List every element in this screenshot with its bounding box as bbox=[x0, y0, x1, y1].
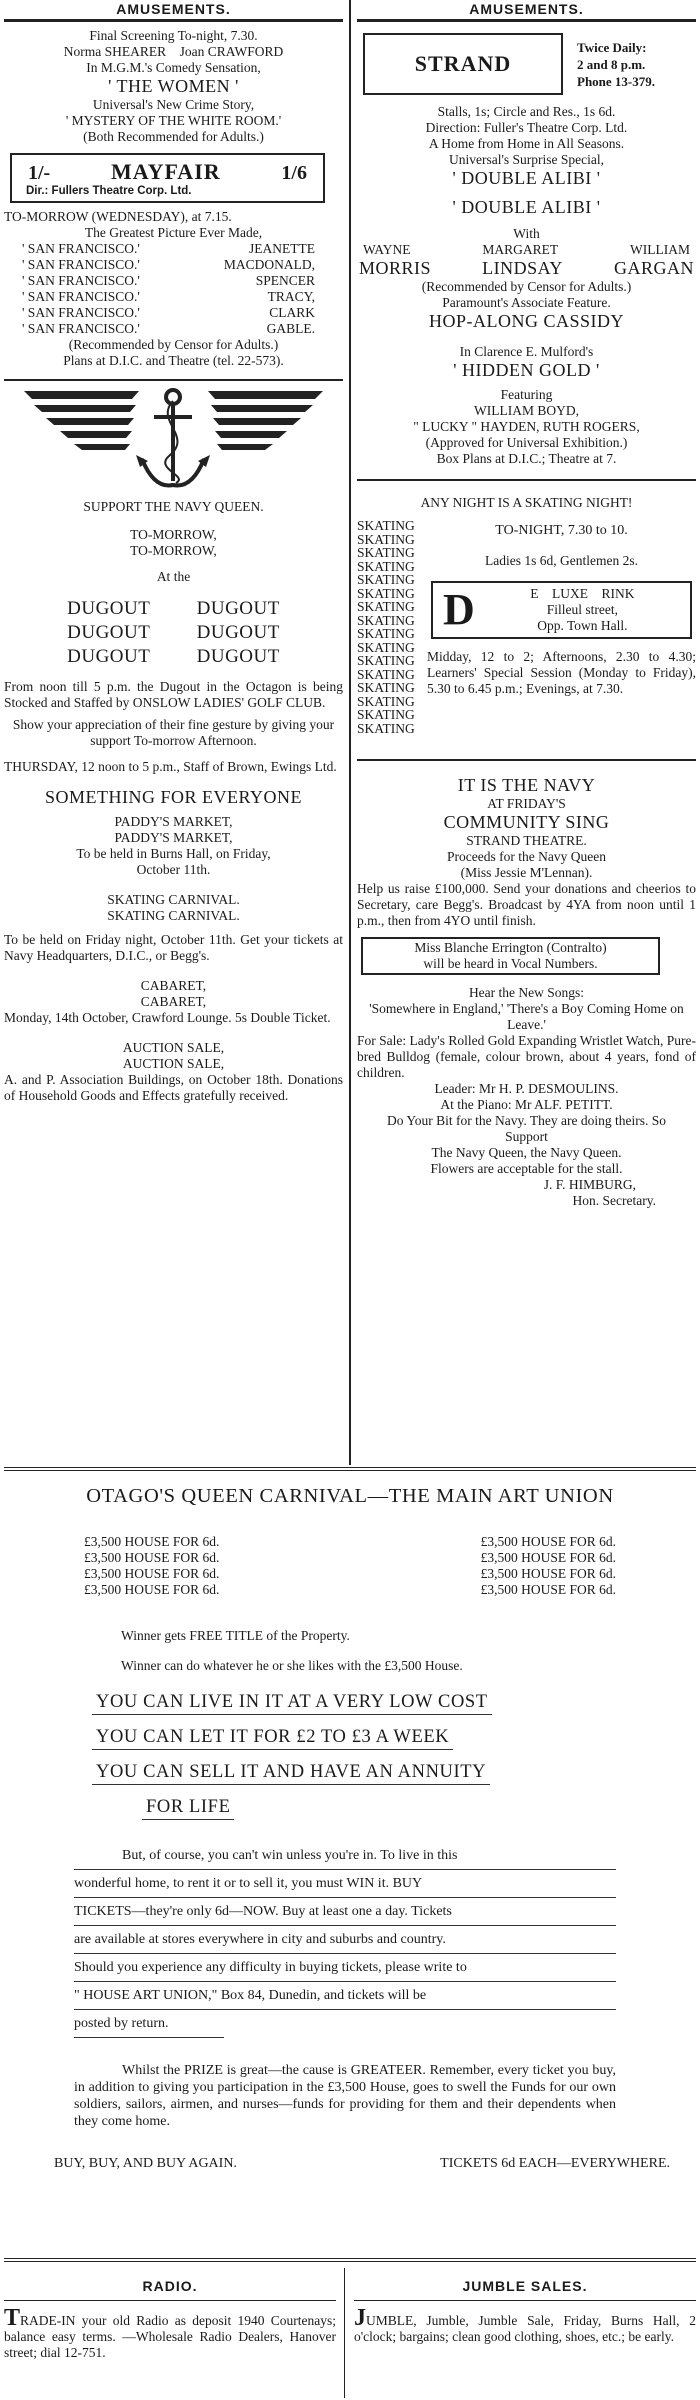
para-line: " HOUSE ART UNION," Box 84, Dunedin, and tickets will be bbox=[74, 1982, 616, 2010]
navy-tomorrow: TO-MORROW, bbox=[130, 543, 217, 558]
classifieds bbox=[4, 2258, 696, 2398]
skating-repeat-column bbox=[357, 519, 417, 735]
women-line: (Both Recommended for Adults.) bbox=[83, 129, 264, 144]
errington-box bbox=[361, 937, 660, 975]
mayfair-cast-row bbox=[4, 241, 343, 257]
radio-ad bbox=[4, 2278, 336, 2361]
para-line: posted by return. bbox=[74, 2010, 224, 2038]
strand-rec: (Recommended by Censor for Adults.) bbox=[421, 279, 632, 294]
mayfair-cast-row bbox=[4, 273, 343, 289]
women-line: Final Screening To-night, 7.30. bbox=[89, 28, 258, 43]
community-venue: STRAND THEATRE. bbox=[466, 833, 587, 848]
jumble-body: UMBLE, Jumble, Jumble Sale, Friday, Burns Hall, 2 o'clock; bargains; clean good clothing, shoes, etc.; be early. bbox=[354, 2313, 696, 2344]
jumble-ad bbox=[354, 2278, 696, 2345]
strand-associate: Paramount's Associate Feature. bbox=[442, 295, 611, 310]
slogan: YOU CAN LET IT FOR £2 TO £3 A WEEK bbox=[92, 1725, 453, 1750]
art-union-footer bbox=[54, 2156, 670, 2172]
section-divider bbox=[4, 2258, 696, 2262]
skating-word: SKATING bbox=[357, 653, 415, 668]
community-help: Help us raise £100,000. Send your donations and cheerios to Secretary, care Begg's. Broadcast by 4YA from noon until 1 p.m., then from 4YO until finish. bbox=[357, 881, 696, 928]
navy-para: From noon till 5 p.m. the Dugout in the Octagon is being Stocked and Staffed by ONSLOW LADIES' GOLF CLUB. bbox=[4, 679, 343, 710]
mayfair-direction: Dir.: Fullers Theatre Corp. Ltd. bbox=[26, 185, 192, 197]
jumble-drop-cap: J bbox=[354, 2305, 366, 2331]
rink-opposite: Opp. Town Hall. bbox=[537, 618, 628, 633]
slogans bbox=[92, 1690, 696, 1820]
house-cell: £3,500 HOUSE FOR 6d. bbox=[84, 1582, 220, 1597]
skating-word: SKATING bbox=[357, 545, 415, 560]
cast-title: ' SAN FRANCISCO.' bbox=[22, 321, 140, 336]
house-cell: £3,500 HOUSE FOR 6d. bbox=[480, 1566, 616, 1581]
strand-times: Twice Daily: bbox=[577, 39, 647, 55]
cast-star: MACDONALD, bbox=[223, 257, 315, 272]
house-cell: £3,500 HOUSE FOR 6d. bbox=[84, 1534, 220, 1549]
strand-line: A Home from Home in All Seasons. bbox=[428, 136, 625, 151]
para-line: are available at stores everywhere in city and suburbs and country. bbox=[74, 1926, 616, 1954]
paddy-text: To be held in Burns Hall, on Friday, October 11th. bbox=[76, 846, 271, 877]
community-sing-ad bbox=[357, 775, 696, 1209]
cast-last-names bbox=[357, 258, 696, 279]
anchor-wings-icon bbox=[4, 381, 343, 499]
double-alibi-title: ' DOUBLE ALIBI ' bbox=[452, 168, 601, 188]
community-subtitle: AT FRIDAY'S bbox=[487, 796, 566, 811]
rink-drop-cap: D bbox=[443, 585, 475, 634]
community-secretary-role: Hon. Secretary. bbox=[572, 1193, 656, 1208]
skating-carnival-heading: SKATING CARNIVAL. bbox=[107, 892, 240, 907]
section-divider bbox=[4, 1467, 696, 1471]
para-line: wonderful home, to rent it or to sell it, you must WIN it. BUY bbox=[74, 1870, 616, 1898]
mayfair-price-left: 1/- bbox=[28, 162, 51, 184]
radio-body: RADE-IN your old Radio as deposit 1940 Courtenays; balance easy terms. —Wholesale Radio Dealers, Hanover street; dial 12-751. bbox=[4, 2313, 336, 2360]
skating-word: SKATING bbox=[357, 707, 415, 722]
paddy-heading: PADDY'S MARKET, bbox=[114, 814, 233, 829]
community-doyour: Do Your Bit for the Navy. They are doing theirs. So Support bbox=[387, 1113, 666, 1144]
skating-word: SKATING bbox=[357, 612, 415, 628]
strand-mulford: In Clarence E. Mulford's bbox=[459, 344, 594, 359]
community-proceeds: Proceeds for the Navy Queen bbox=[447, 849, 606, 864]
house-cell: £3,500 HOUSE FOR 6d. bbox=[84, 1566, 220, 1581]
errington-line: Miss Blanche Errington (Contralto) bbox=[414, 940, 607, 955]
tickets-everywhere: TICKETS 6d EACH—EVERYWHERE. bbox=[440, 2156, 670, 2171]
art-union-para1 bbox=[74, 1842, 616, 2038]
left-column bbox=[4, 0, 343, 1104]
house-cell: £3,500 HOUSE FOR 6d. bbox=[480, 1550, 616, 1565]
paddy-heading: PADDY'S MARKET, bbox=[114, 830, 233, 845]
skating-word: SKATING bbox=[357, 531, 415, 547]
house-row bbox=[4, 1550, 696, 1566]
errington-line: will be heard in Vocal Numbers. bbox=[423, 956, 598, 971]
cast-first-name: MARGARET bbox=[482, 242, 559, 257]
cast-first-names bbox=[357, 242, 696, 258]
cast-last-name: MORRIS bbox=[359, 258, 432, 278]
radio-header: RADIO. bbox=[142, 2278, 198, 2294]
skating-carnival-text: To be held on Friday night, October 11th. Get your tickets at Navy Headquarters, D.I.C., or Begg's. bbox=[4, 932, 343, 963]
jumble-header: JUMBLE SALES. bbox=[462, 2278, 588, 2294]
skating-tonight: TO-NIGHT, 7.30 to 10. bbox=[495, 523, 628, 538]
community-songs: 'Somewhere in England,' 'There's a Boy Coming Home on Leave.' bbox=[369, 1001, 684, 1032]
dugout-word: DUGOUT bbox=[67, 622, 151, 643]
cast-star: CLARK bbox=[269, 305, 315, 320]
strand-boyd: WILLIAM BOYD, bbox=[474, 403, 579, 418]
skating-word: SKATING bbox=[357, 639, 415, 655]
dugout-word: DUGOUT bbox=[196, 646, 280, 667]
skating-word: SKATING bbox=[357, 599, 415, 614]
mayfair-plans: Plans at D.I.C. and Theatre (tel. 22-573). bbox=[63, 353, 284, 368]
rink-street: Filleul street, bbox=[546, 602, 619, 617]
cast-last-name: GARGAN bbox=[613, 258, 694, 278]
deluxe-rink-box bbox=[431, 581, 692, 639]
house-cell: £3,500 HOUSE FOR 6d. bbox=[84, 1550, 220, 1565]
section-divider bbox=[357, 759, 696, 761]
radio-drop-cap: T bbox=[4, 2305, 21, 2331]
strand-logo-box bbox=[363, 33, 563, 95]
navy-para: THURSDAY, 12 noon to 5 p.m., Staff of Brown, Ewings Ltd. bbox=[4, 759, 337, 774]
column-divider bbox=[349, 0, 351, 1465]
something-heading: SOMETHING FOR EVERYONE bbox=[44, 787, 302, 807]
skating-word: SKATING bbox=[357, 693, 415, 709]
house-row bbox=[4, 1582, 696, 1598]
dugout-word: DUGOUT bbox=[67, 646, 151, 667]
skating-word: SKATING bbox=[357, 680, 415, 695]
mayfair-banner bbox=[10, 153, 325, 203]
community-piano: At the Piano: Mr ALF. PETITT. bbox=[440, 1097, 613, 1112]
slogan: YOU CAN LIVE IN IT AT A VERY LOW COST bbox=[92, 1690, 492, 1715]
double-alibi-title: ' DOUBLE ALIBI ' bbox=[452, 197, 601, 217]
section-divider bbox=[357, 479, 696, 481]
skating-headline: ANY NIGHT IS A SKATING NIGHT! bbox=[420, 495, 633, 510]
mayfair-tomorrow: TO-MORROW (WEDNESDAY), at 7.15. bbox=[4, 209, 232, 224]
skating-word: SKATING bbox=[357, 585, 415, 601]
cast-star: TRACY, bbox=[267, 289, 315, 304]
cast-last-name: LINDSAY bbox=[482, 258, 563, 278]
skating-word: SKATING bbox=[357, 720, 415, 736]
strand-line: Universal's Surprise Special, bbox=[448, 152, 605, 167]
cast-title: ' SAN FRANCISCO.' bbox=[22, 289, 140, 304]
strand-phone: Phone 13-379. bbox=[577, 73, 655, 89]
dugout-grid bbox=[4, 597, 343, 669]
cast-title: ' SAN FRANCISCO.' bbox=[22, 305, 140, 320]
cabaret-heading: CABARET, bbox=[140, 978, 207, 993]
buy-again: BUY, BUY, AND BUY AGAIN. bbox=[54, 2156, 237, 2171]
auction-heading: AUCTION SALE, bbox=[122, 1056, 225, 1071]
mayfair-cast-row bbox=[4, 321, 343, 337]
strand-times: 2 and 8 p.m. bbox=[577, 56, 646, 72]
mayfair-cast-row bbox=[4, 257, 343, 273]
skating-carnival-heading: SKATING CARNIVAL. bbox=[107, 908, 240, 923]
mayfair-cast-row bbox=[4, 305, 343, 321]
winner-line: Winner gets FREE TITLE of the Property. bbox=[121, 1628, 350, 1643]
art-union-title: OTAGO'S QUEEN CARNIVAL—THE MAIN ART UNION bbox=[86, 1485, 614, 1507]
skating-word: SKATING bbox=[357, 572, 415, 587]
cast-star: JEANETTE bbox=[249, 241, 315, 256]
dugout-word: DUGOUT bbox=[196, 622, 280, 643]
skating-word: SKATING bbox=[357, 518, 415, 533]
strand-name: STRAND bbox=[414, 51, 512, 76]
rink-name: E LUXE RINK bbox=[530, 586, 635, 601]
strand-with: With bbox=[513, 226, 540, 241]
community-title: COMMUNITY SING bbox=[443, 812, 610, 832]
navy-at-the: At the bbox=[156, 569, 191, 584]
navy-emblem bbox=[4, 381, 343, 499]
dugout-word: DUGOUT bbox=[67, 598, 151, 619]
strand-approved: (Approved for Universal Exhibition.) bbox=[425, 435, 628, 450]
dugout-word: DUGOUT bbox=[196, 598, 280, 619]
skating-prices: Ladies 1s 6d, Gentlemen 2s. bbox=[485, 553, 638, 568]
strand-box-plans: Box Plans at D.I.C.; Theatre at 7. bbox=[436, 451, 617, 466]
cast-star: GABLE. bbox=[266, 321, 315, 336]
navy-support: SUPPORT THE NAVY QUEEN. bbox=[83, 499, 264, 514]
women-ad bbox=[4, 22, 343, 145]
cast-first-name: WAYNE bbox=[363, 242, 411, 257]
right-section-header: AMUSEMENTS. bbox=[357, 0, 696, 22]
skating-word: SKATING bbox=[357, 558, 415, 574]
mayfair-rec: (Recommended by Censor for Adults.) bbox=[68, 337, 279, 352]
strand-line: Stalls, 1s; Circle and Res., 1s 6d. bbox=[437, 104, 616, 119]
right-column bbox=[357, 0, 696, 1209]
art-union-para2: Whilst the PRIZE is great—the cause is GREATEER. Remember, every ticket you buy, in addition to giving you participation in the £3,500 House, goes to swell the Funds for our own soldiers, sailors, airmen, and nurses—funds for providing for them and their dependents when they come home. bbox=[74, 2063, 616, 2129]
slogan: FOR LIFE bbox=[142, 1795, 234, 1820]
house-cell: £3,500 HOUSE FOR 6d. bbox=[480, 1582, 616, 1597]
women-line: Universal's New Crime Story, bbox=[92, 97, 255, 112]
house-rows bbox=[4, 1534, 696, 1598]
slogan: YOU CAN SELL IT AND HAVE AN ANNUITY bbox=[92, 1760, 490, 1785]
auction-text: A. and P. Association Buildings, on October 18th. Donations of Household Goods and Effects gratefully received. bbox=[4, 1072, 343, 1103]
mayfair-tagline: The Greatest Picture Ever Made, bbox=[84, 225, 263, 240]
cast-title: ' SAN FRANCISCO.' bbox=[22, 241, 140, 256]
mayfair-details bbox=[4, 209, 343, 369]
community-secretary-name: J. F. HIMBURG, bbox=[543, 1177, 636, 1192]
mayfair-price-right: 1/6 bbox=[281, 162, 307, 184]
left-section-header: AMUSEMENTS. bbox=[4, 0, 343, 22]
radio-text bbox=[4, 2305, 336, 2361]
community-hear: Hear the New Songs: bbox=[468, 985, 585, 1000]
women-title: ' THE WOMEN ' bbox=[108, 76, 239, 96]
navy-para: Show your appreciation of their fine gesture by giving your support To-morrow Afternoon. bbox=[12, 717, 335, 748]
auction-heading: AUCTION SALE, bbox=[122, 1040, 225, 1055]
cast-title: ' SAN FRANCISCO.' bbox=[22, 273, 140, 288]
navy-tomorrow: TO-MORROW, bbox=[130, 527, 217, 542]
community-title: IT IS THE NAVY bbox=[457, 775, 596, 795]
cast-title: ' SAN FRANCISCO.' bbox=[22, 257, 140, 272]
community-jessie: (Miss Jessie M'Lennan). bbox=[460, 865, 593, 880]
house-row bbox=[4, 1534, 696, 1550]
house-cell: £3,500 HOUSE FOR 6d. bbox=[480, 1534, 616, 1549]
skating-word: SKATING bbox=[357, 626, 415, 641]
para-line: Should you experience any difficulty in buying tickets, please write to bbox=[74, 1954, 616, 1982]
cast-star: SPENCER bbox=[255, 273, 315, 288]
art-union-ad bbox=[4, 1467, 696, 2172]
hidden-gold-title: ' HIDDEN GOLD ' bbox=[453, 360, 600, 380]
cast-first-name: WILLIAM bbox=[630, 242, 690, 257]
para-line: TICKETS—they're only 6d—NOW. Buy at least one a day. Tickets bbox=[74, 1898, 616, 1926]
women-line: In M.G.M.'s Comedy Sensation, bbox=[86, 60, 261, 75]
skating-sessions: Midday, 12 to 2; Afternoons, 2.30 to 4.30; Learners' Special Session (Monday to Friday), 5.30 to 6.45 p.m.; Evenings, at 7.30. bbox=[427, 649, 696, 696]
community-sale: For Sale: Lady's Rolled Gold Expanding Wristlet Watch, Pure-bred Bulldog (female, colour brown, about 4 years, fond of children. bbox=[357, 1033, 696, 1080]
women-line: ' MYSTERY OF THE WHITE ROOM.' bbox=[65, 113, 282, 128]
strand-lucky: " LUCKY " HAYDEN, RUTH ROGERS, bbox=[413, 419, 640, 434]
house-row bbox=[4, 1566, 696, 1582]
strand-ad bbox=[357, 32, 696, 467]
skating-ad bbox=[357, 495, 696, 745]
community-queen: The Navy Queen, the Navy Queen. bbox=[431, 1145, 622, 1160]
hopalong-title: HOP-ALONG CASSIDY bbox=[428, 311, 624, 331]
para-line: But, of course, you can't win unless you're in. To live in this bbox=[74, 1842, 616, 1870]
community-flowers: Flowers are acceptable for the stall. bbox=[430, 1161, 623, 1176]
winner-line: Winner can do whatever he or she likes with the £3,500 House. bbox=[121, 1658, 463, 1673]
cabaret-text: Monday, 14th October, Crawford Lounge. 5s Double Ticket. bbox=[4, 1010, 331, 1025]
skating-word: SKATING bbox=[357, 666, 415, 682]
community-leader: Leader: Mr H. P. DESMOULINS. bbox=[434, 1081, 619, 1096]
mayfair-cast-row bbox=[4, 289, 343, 305]
strand-line: Direction: Fuller's Theatre Corp. Ltd. bbox=[425, 120, 628, 135]
cabaret-heading: CABARET, bbox=[140, 994, 207, 1009]
women-line: Norma SHEARER Joan CRAWFORD bbox=[63, 44, 284, 59]
mayfair-name: MAYFAIR bbox=[110, 159, 221, 184]
jumble-text bbox=[354, 2305, 696, 2345]
strand-featuring: Featuring bbox=[500, 387, 553, 402]
navy-queen-ad bbox=[4, 499, 343, 1104]
